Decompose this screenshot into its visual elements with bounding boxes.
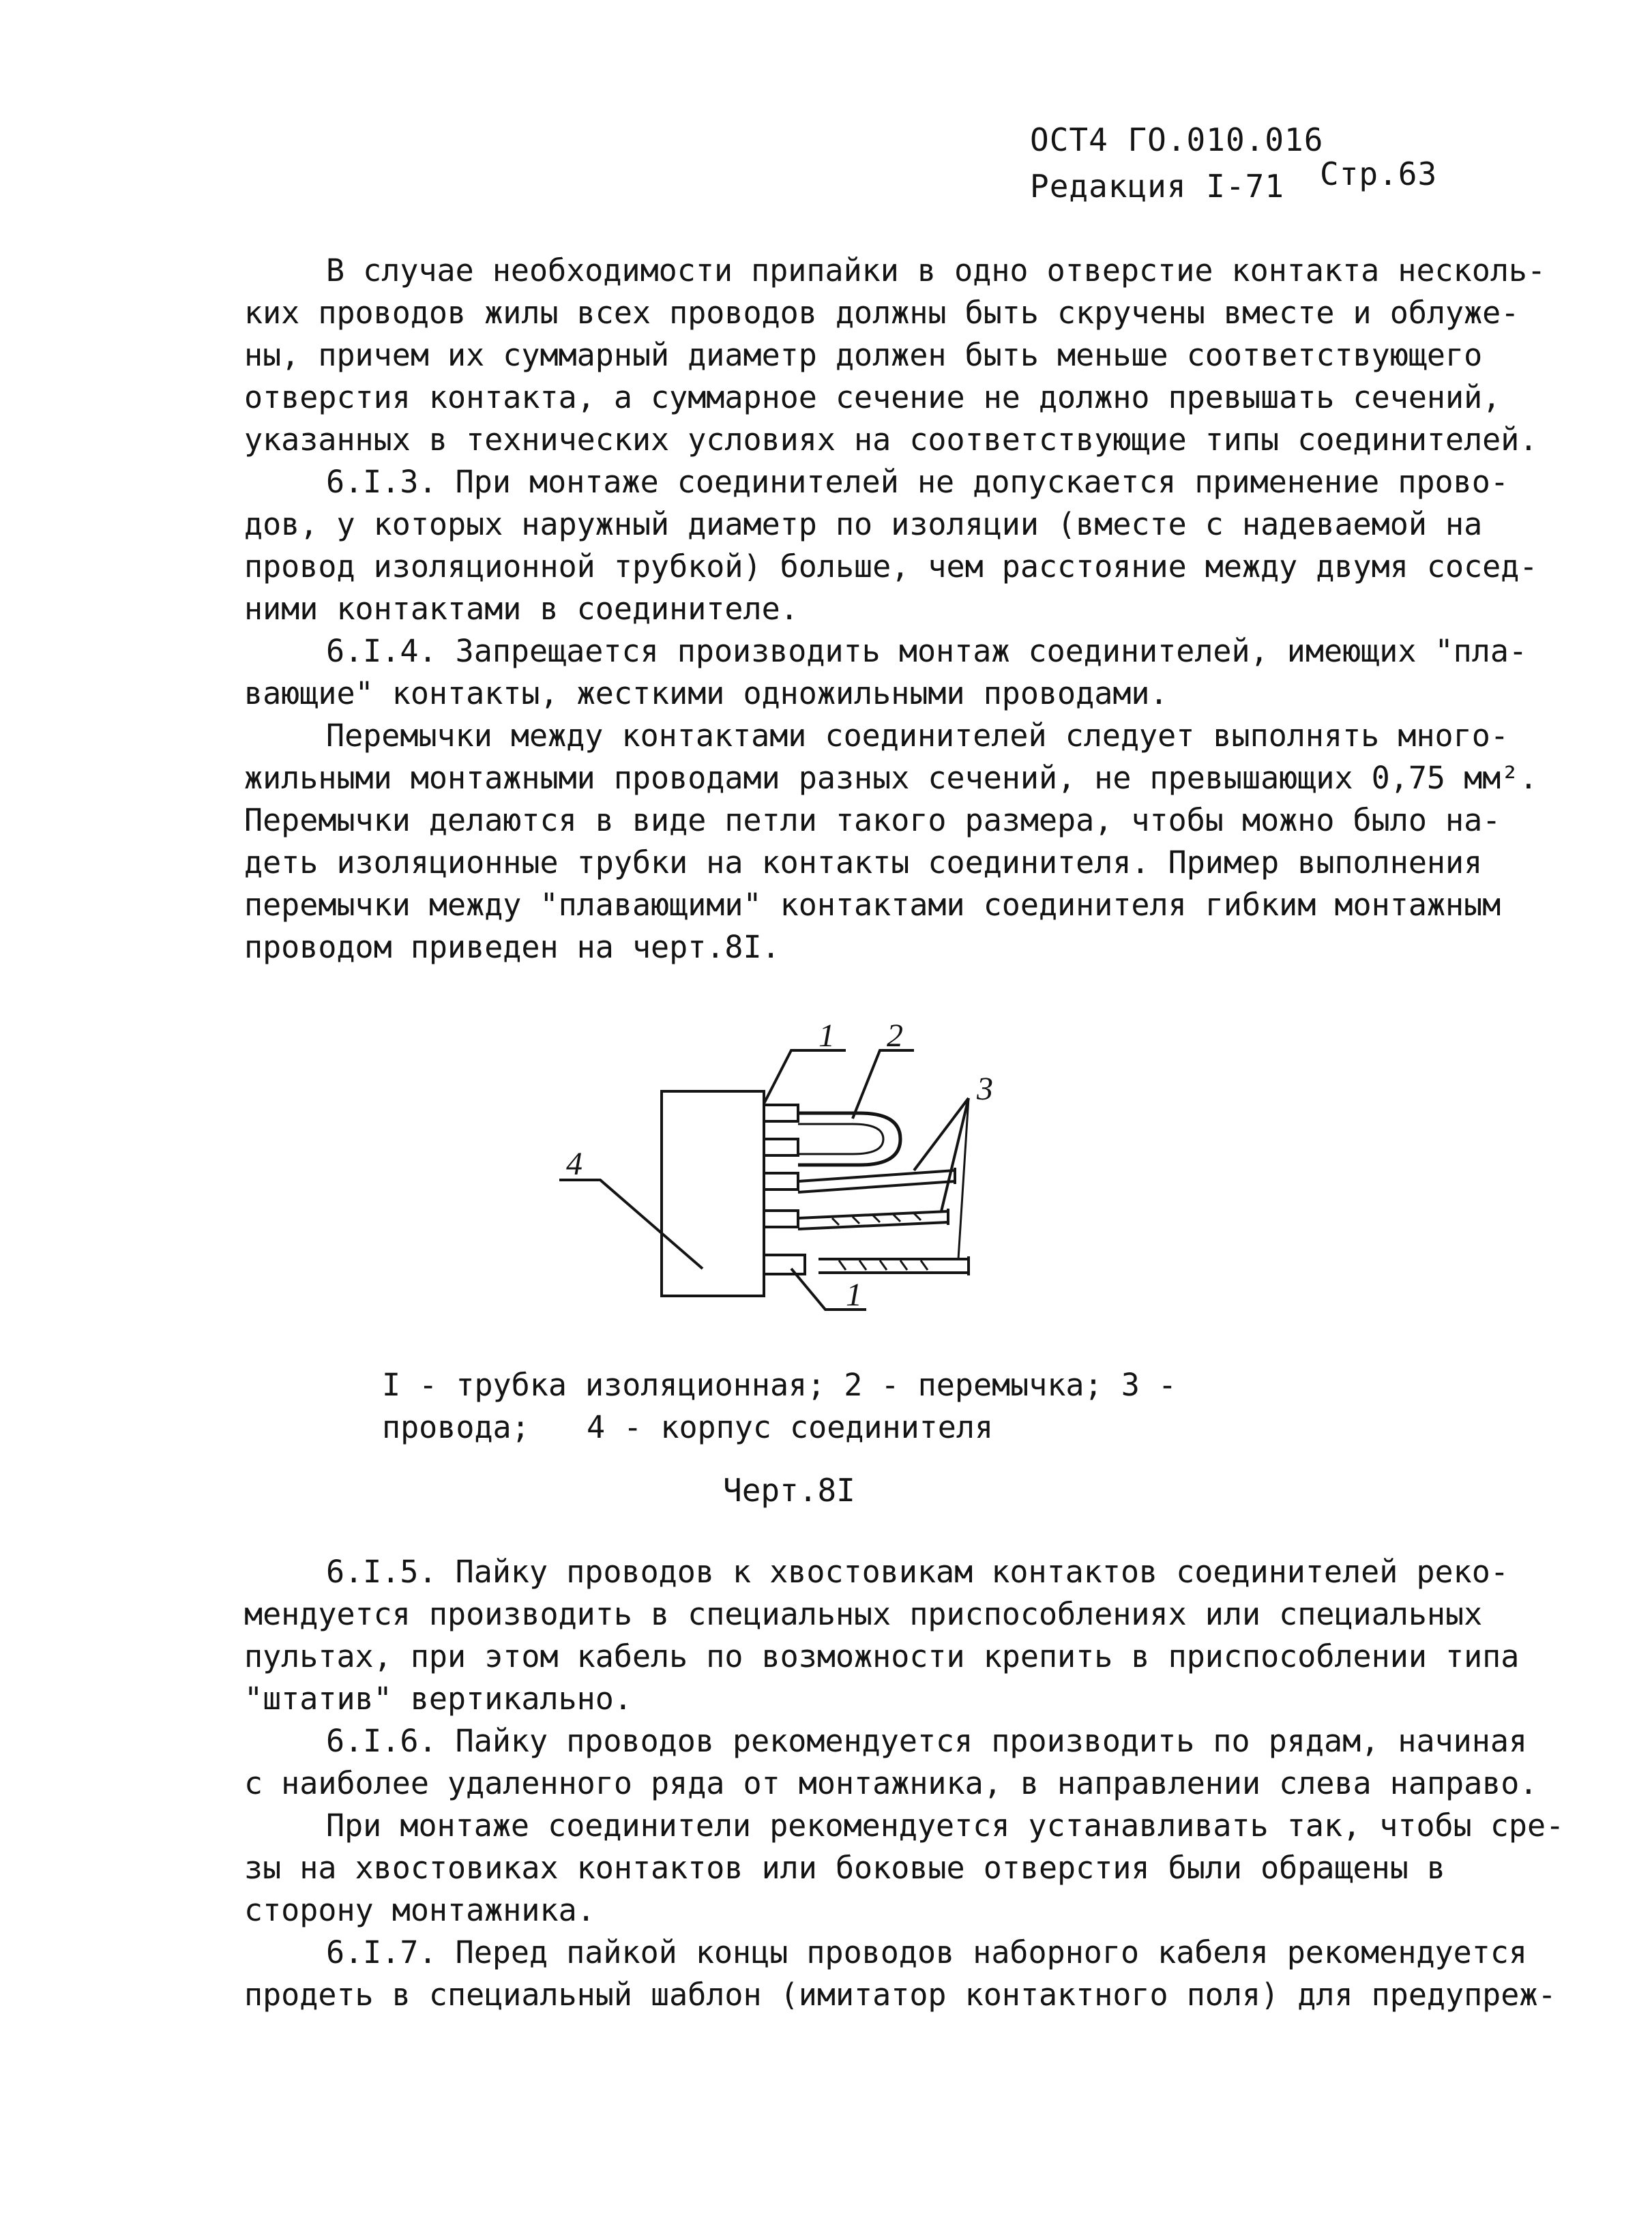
wire xyxy=(798,1211,948,1229)
body-text-top xyxy=(244,250,1546,969)
figure-title: Черт.8I xyxy=(723,1472,855,1509)
text-line: 6.I.6. Пайку проводов рекомендуется производить по рядам, начиная xyxy=(326,1723,1527,1759)
jumper-loop xyxy=(798,1113,900,1165)
text-line: вающие" контакты, жесткими одножильными проводами. xyxy=(244,675,1168,711)
text-line: 6.I.7. Перед пайкой концы проводов наборного кабеля рекомендуется xyxy=(326,1934,1527,1970)
text-line: перемычки между "плавающими" контактами соединителя гибким монтажным xyxy=(244,887,1501,923)
page-number: Стр.63 xyxy=(1320,156,1438,192)
text-line: ны, причем их суммарный диаметр должен быть меньше соответствующего xyxy=(244,337,1483,373)
figure-label: 4 xyxy=(566,1146,582,1182)
text-line: сторону монтажника. xyxy=(244,1892,595,1928)
connector-jumper-drawing xyxy=(559,1023,1050,1337)
figure-label: 1 xyxy=(846,1277,862,1313)
text-line: деть изоляционные трубки на контакты соединителя. Пример выполнения xyxy=(244,844,1483,881)
text-line: жильными монтажными проводами разных сечений, не превышающих 0,75 мм². xyxy=(244,760,1538,796)
text-line: ких проводов жилы всех проводов должны быть скручены вместе и облуже- xyxy=(244,295,1520,331)
text-line: В случае необходимости припайки в одно отверстие контакта несколь- xyxy=(326,252,1546,289)
leader-line-1 xyxy=(764,1050,846,1104)
text-line: "штатив" вертикально. xyxy=(244,1681,632,1717)
text-line: провод изоляционной трубкой) больше, чем расстояние между двумя сосед- xyxy=(244,548,1538,585)
text-line: указанных в технических условиях на соответствующие типы соединителей. xyxy=(244,422,1538,458)
text-line: Перемычки делаются в виде петли такого размера, чтобы можно было на- xyxy=(244,802,1501,838)
text-line: 6.I.4. Запрещается производить монтаж соединителей, имеющих "пла- xyxy=(326,633,1527,669)
figure-caption-line-1: I - трубка изоляционная; 2 - перемычка; 3 - провода; xyxy=(382,1367,1177,1445)
text-line: 6.I.5. Пайку проводов к хвостовикам контактов соединителей реко- xyxy=(326,1554,1509,1590)
figure-label: 1 xyxy=(818,1023,835,1054)
text-line: отверстия контакта, а суммарное сечение не должно превышать сечений, xyxy=(244,379,1501,415)
drawing-svg xyxy=(559,1023,1050,1337)
text-line: продеть в специальный шаблон (имитатор контактного поля) для предупреж- xyxy=(244,1977,1557,2013)
wire xyxy=(818,1259,969,1273)
body-text-bottom xyxy=(244,1551,1565,2016)
leader-line-3 xyxy=(914,1098,969,1211)
text-line: проводом приведен на черт.8I. xyxy=(244,929,780,965)
text-line: пультах, при этом кабель по возможности крепить в приспособлении типа xyxy=(244,1638,1520,1674)
text-line: с наиболее удаленного ряда от монтажника, в направлении слева направо. xyxy=(244,1765,1538,1801)
connector-body xyxy=(662,1091,764,1296)
wire xyxy=(798,1170,955,1192)
text-line: зы на хвостовиках контактов или боковые отверстия были обращены в xyxy=(244,1850,1445,1886)
text-line: ними контактами в соединителе. xyxy=(244,591,799,627)
revision-label: Редакция I-71 xyxy=(1030,168,1285,205)
standard-code: ОСТ4 ГО.010.016 xyxy=(1030,121,1324,158)
figure-label: 3 xyxy=(977,1071,993,1107)
text-line: Перемычки между контактами соединителей следует выполнять много- xyxy=(326,718,1509,754)
figure-label: 2 xyxy=(887,1023,903,1054)
text-line: При монтаже соединители рекомендуется устанавливать так, чтобы сре- xyxy=(326,1807,1565,1844)
text-line: дов, у которых наружный диаметр по изоляции (вместе с надеваемой на xyxy=(244,506,1483,542)
text-line: мендуется производить в специальных приспособлениях или специальных xyxy=(244,1596,1483,1632)
figure-caption-line-2: 4 - корпус соединителя xyxy=(587,1409,994,1445)
leader-line-4 xyxy=(559,1180,703,1269)
leader-line-2 xyxy=(853,1050,914,1119)
text-line: 6.I.3. При монтаже соединителей не допускается применение прово- xyxy=(326,464,1509,500)
